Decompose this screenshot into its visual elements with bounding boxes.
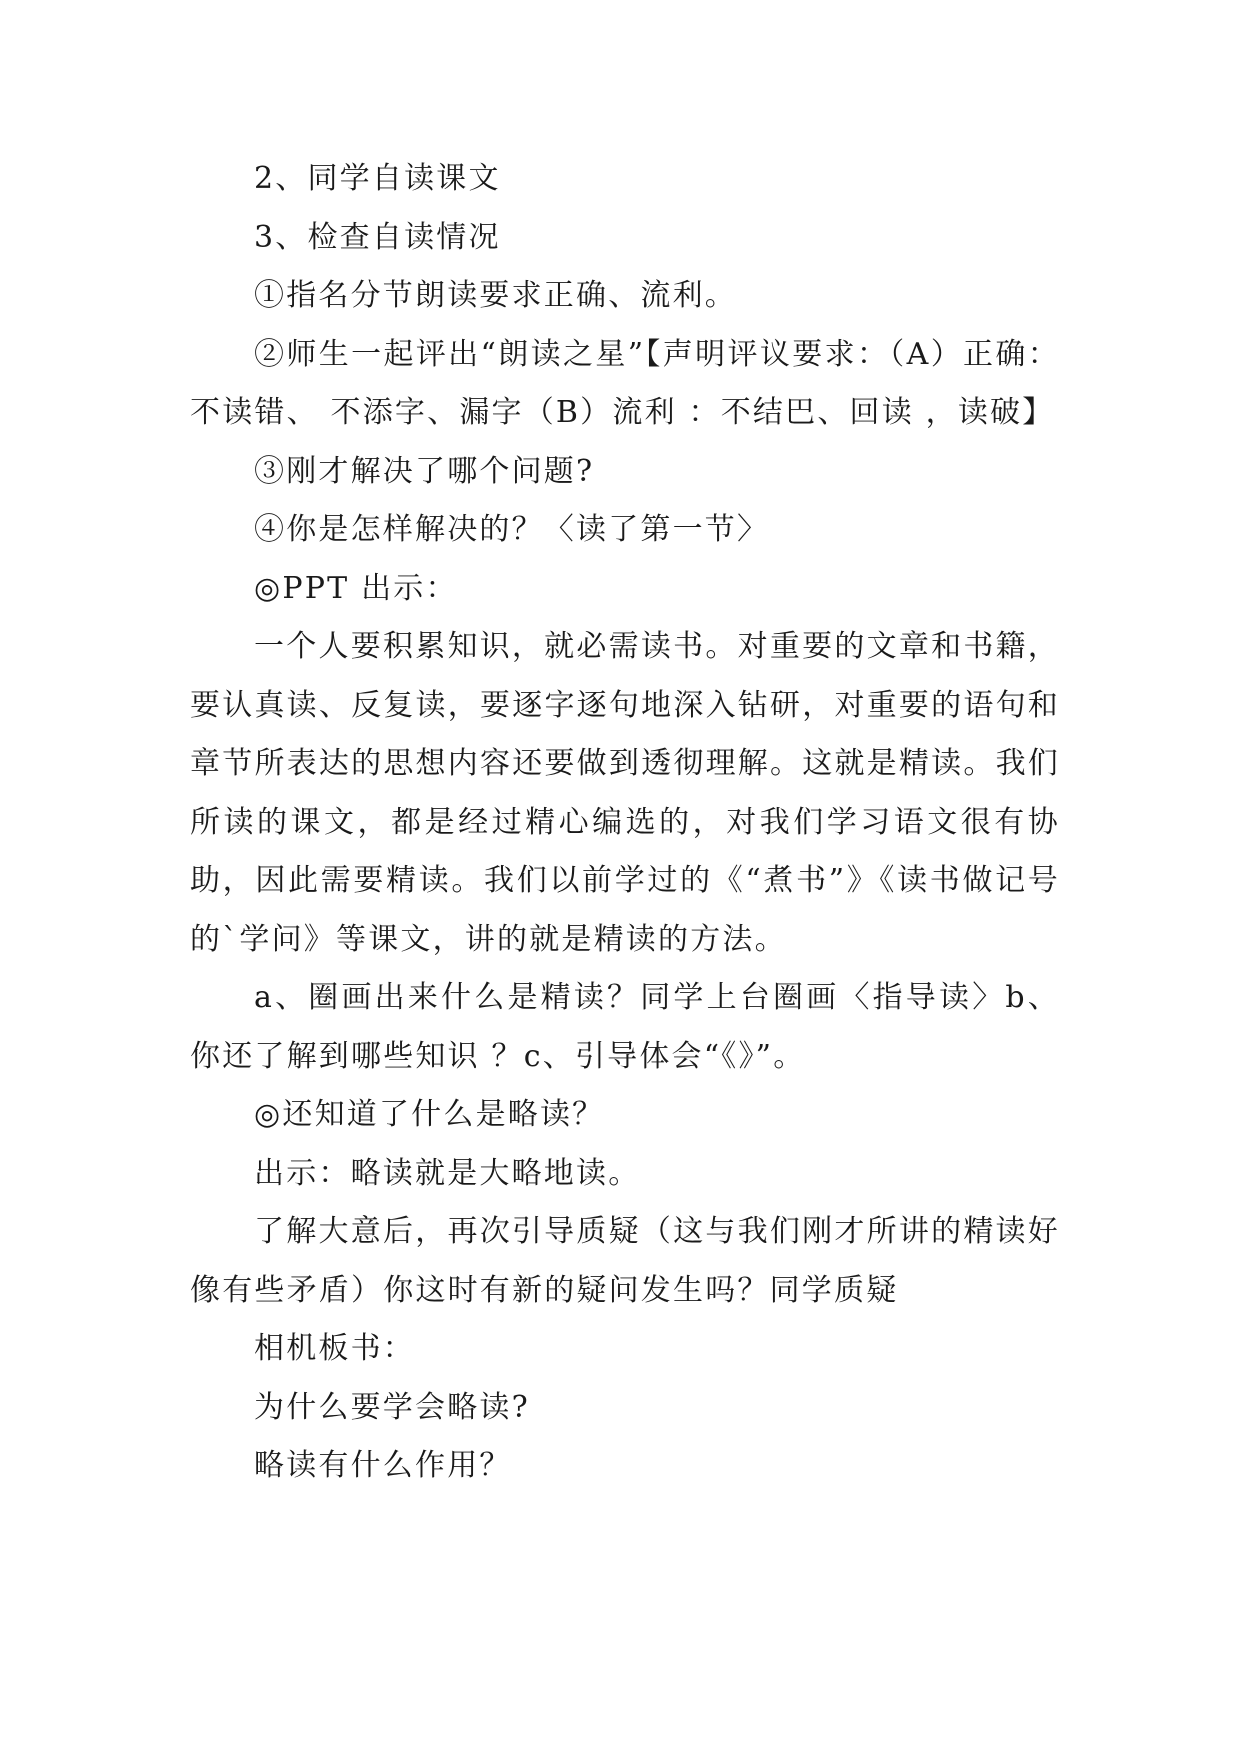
- paragraph-board-heading: 相机板书：: [254, 1331, 415, 1366]
- paragraph-skim-definition: 出示：略读就是大略地读。: [254, 1155, 641, 1191]
- paragraph-skim-question: ◎还知道了什么是略读？: [254, 1097, 605, 1132]
- paragraph-step-1: ①指名分节朗读要求正确、流利。: [254, 278, 737, 313]
- paragraph-board-question-1: 为什么要学会略读?: [254, 1389, 530, 1425]
- paragraph-step-2: ②师生一起评出“朗读之星”【声明评议要求：（A）正确： 不读错、 不添字、漏字（B）流利 ：不结巴、回读 ，读破】: [190, 336, 1060, 430]
- paragraph-ppt-heading: ◎PPT 出示：: [254, 570, 458, 606]
- document-body: [190, 150, 1060, 1496]
- paragraph-step-4: ④你是怎样解决的？〈读了第一节〉: [254, 512, 770, 547]
- paragraph-read-text: 2、同学自读课文: [254, 161, 501, 196]
- paragraph-ppt-content: 一个人要积累知识，就必需读书。对重要的文章和书籍，要认真读、反复读，要逐字逐句地深入钻研，对重要的语句和章节所表达的思想内容还要做到透彻理解。这就是精读。我们所读的课文，都是经过精心编选的，对我们学习语文很有协助，因此需要精读。我们以前学过的《“煮书”》《读书做记号的`学问》等课文，讲的就是精读的方法。: [190, 629, 1060, 957]
- paragraph-check-reading: 3、检查自读情况: [254, 219, 501, 255]
- paragraph-questioning: 了解大意后，再次引导质疑（这与我们刚才所讲的精读好像有些矛盾）你这时有新的疑问发生吗？同学质疑: [190, 1214, 1060, 1308]
- paragraph-activities: a、圈画出来什么是精读？同学上台圈画〈指导读〉b、你还了解到哪些知识 ？c、引导体会“《》”。: [190, 980, 1060, 1074]
- paragraph-step-3: ③刚才解决了哪个问题?: [254, 453, 595, 489]
- paragraph-board-question-2: 略读有什么作用？: [254, 1448, 512, 1483]
